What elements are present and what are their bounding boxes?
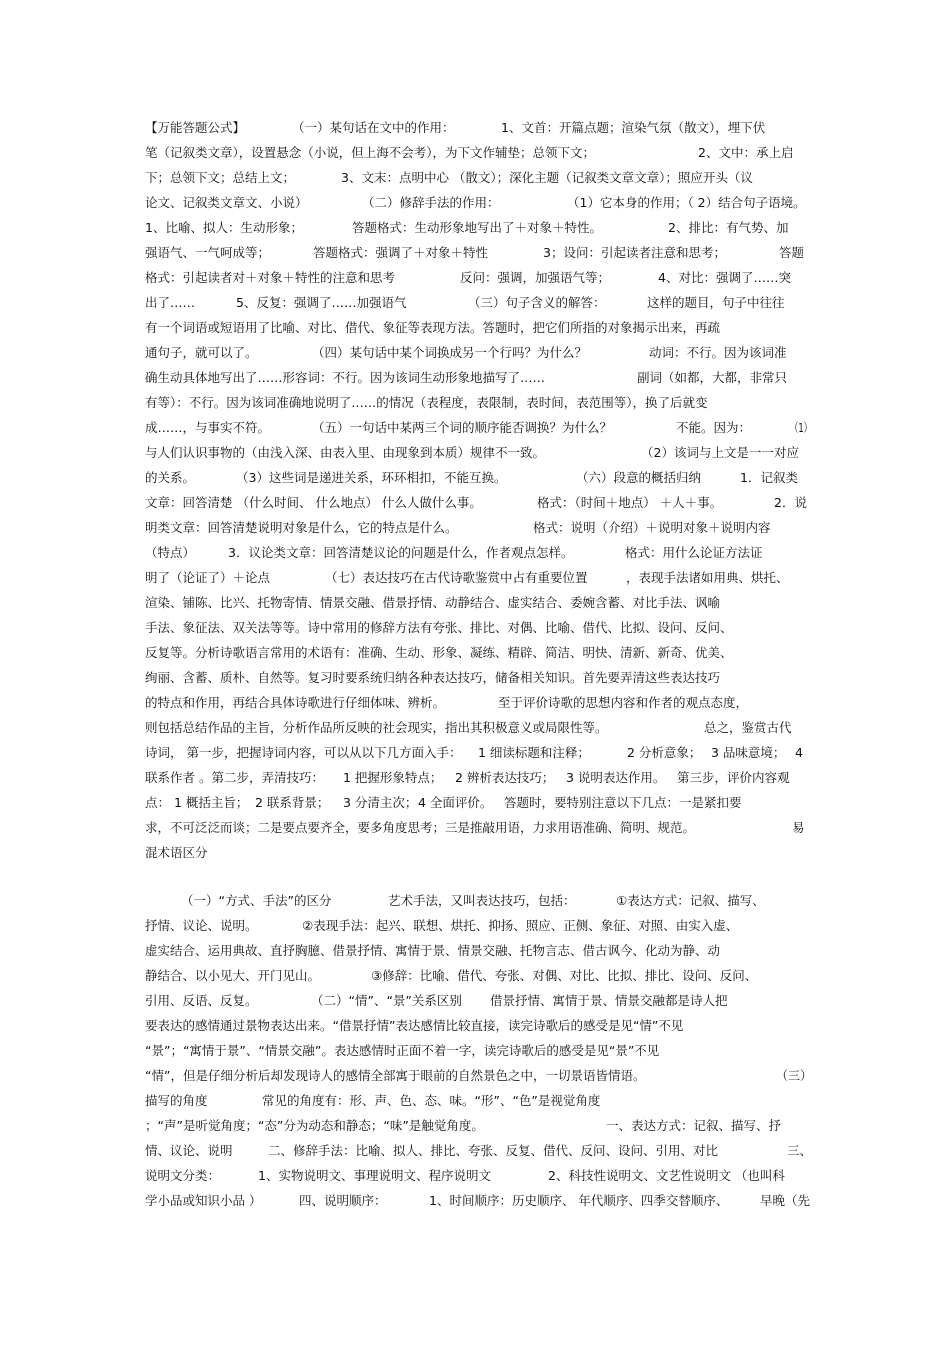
text-line: [0, 1114, 950, 1138]
text-segment: 四、说明顺序：: [299, 1193, 387, 1208]
text-segment: （2）该词与上文是一一对应: [641, 445, 799, 460]
text-segment: 1 细读标题和注释；: [478, 745, 590, 760]
text-segment: ③修辞：比喻、借代、夸张、对偶、对比、比拟、排比、设问、反问、: [371, 968, 758, 983]
text-segment: 要表达的感情通过景物表达出来。“借景抒情”表达感情比较直接，读完诗歌后的感受是见“情”不见: [145, 1018, 684, 1033]
text-line: [0, 1014, 950, 1038]
text-line: [0, 591, 950, 615]
text-segment: 3；设问：引起读者注意和思考；: [543, 245, 726, 260]
text-segment: 诗词， 第一步，把握诗词内容，可以从以下几方面入手：: [145, 745, 462, 760]
text-line: [0, 666, 950, 690]
text-segment: （二）修辞手法的作用：: [362, 195, 500, 210]
text-line: [0, 541, 950, 565]
text-segment: （六）段意的概括归纳: [576, 470, 702, 485]
text-segment: 格式：（时间＋地点） ＋人＋事。: [537, 495, 723, 510]
text-segment: 手法、象征法、双关法等等。诗中常用的修辞方法有夸张、排比、对偶、比喻、借代、比拟、设问、反问、: [145, 620, 733, 635]
text-line: [0, 841, 950, 865]
text-line: [0, 216, 950, 240]
text-segment: （二）“情”、“景”关系区别: [311, 993, 462, 1008]
text-segment: 明类文章：回答清楚说明对象是什么，它的特点是什么。: [145, 520, 458, 535]
text-line: [0, 939, 950, 963]
text-line: [0, 191, 950, 215]
text-line: [0, 641, 950, 665]
text-segment: 答题格式：强调了＋对象＋特性: [313, 245, 489, 260]
text-line: [0, 141, 950, 165]
text-segment: 文章：回答清楚 （什么时间、 什么地点） 什么人做什么事。: [145, 495, 482, 510]
text-line: [0, 741, 950, 765]
text-segment: 出了……: [145, 295, 196, 310]
text-segment: 1、实物说明文、事理说明文、程序说明文: [258, 1168, 491, 1183]
text-segment: 早晚（先: [760, 1193, 811, 1208]
text-segment: 成……，与事实不符。: [145, 420, 271, 435]
text-segment: 1．记叙类: [740, 470, 798, 485]
text-segment: 答题时，要特别注意以下几点：一是紧扣要: [504, 795, 742, 810]
text-segment: （一）某句话在文中的作用：: [292, 120, 455, 135]
text-segment: 1、文首：开篇点题；渲染气氛（散文），埋下伏: [501, 120, 766, 135]
text-segment: 不能。因为：: [676, 420, 752, 435]
text-segment: 4 全面评价。: [418, 795, 493, 810]
text-segment: 求，不可泛泛而谈；二是要点要齐全，要多角度思考；三是推敲用语，力求用语准确、简明、规范。: [145, 820, 696, 835]
text-line: [0, 1039, 950, 1063]
text-segment: 明了（论证了）＋论点: [145, 570, 271, 585]
text-segment: 2 联系背景；: [255, 795, 330, 810]
text-segment: 3 品味意境；: [711, 745, 786, 760]
text-segment: 借景抒情、寓情于景、情景交融都是诗人把: [490, 993, 728, 1008]
text-segment: 的关系。: [145, 470, 196, 485]
text-segment: 格式：引起读者对＋对象＋特性的注意和思考: [145, 270, 396, 285]
text-segment: 二、修辞手法：比喻、拟人、排比、夸张、反复、借代、反问、设问、引用、对比: [268, 1143, 719, 1158]
text-segment: 有一个词语或短语用了比喻、对比、借代、象征等表现方法。答题时，把它们所指的对象揭示出来，再疏: [145, 320, 721, 335]
text-segment: 抒情、议论、说明。: [145, 918, 258, 933]
text-segment: 副词（如都，大都，非常只: [637, 370, 788, 385]
text-line: [0, 466, 950, 490]
text-segment: 常见的角度有：形、声、色、态、味。“形”、“色”是视觉角度: [262, 1093, 601, 1108]
text-segment: ②表现手法：起兴、联想、烘托、抑扬、照应、正侧、象征、对照、由实入虚、: [302, 918, 739, 933]
text-line: [0, 816, 950, 840]
text-segment: （1）它本身的作用；（ 2）结合句子语境。: [567, 195, 806, 210]
text-line: [0, 716, 950, 740]
text-segment: （三）: [776, 1068, 812, 1083]
text-segment: 3 说明表达作用。: [566, 770, 666, 785]
text-segment: 有等）：不行。因为该词准确地说明了……的情况（表程度，表限制，表时间，表范围等），换了后就变: [145, 395, 708, 410]
text-line: [0, 889, 950, 913]
text-segment: 2 辨析表达技巧；: [455, 770, 555, 785]
text-line: [0, 241, 950, 265]
text-segment: 艺术手法，又叫表达技巧，包括：: [388, 893, 576, 908]
text-segment: 引用、反语、反复。: [145, 993, 258, 1008]
text-segment: 通句子，就可以了。: [145, 345, 258, 360]
text-segment: 情、议论、说明: [145, 1143, 233, 1158]
text-line: [0, 1089, 950, 1113]
text-segment: 3 分清主次；: [343, 795, 418, 810]
text-segment: 第三步，评价内容观: [677, 770, 790, 785]
text-segment: 虚实结合、运用典故、直抒胸臆、借景抒情、寓情于景、情景交融、托物言志、借古讽今、化动为静、动: [145, 943, 721, 958]
text-segment: 1、比喻、拟人：生动形象；: [145, 220, 303, 235]
text-segment: （四）某句话中某个词换成另一个行吗？为什么？: [312, 345, 588, 360]
text-segment: ①表达方式：记叙、描写、: [616, 893, 765, 908]
text-segment: 的特点和作用，再结合具体诗歌进行仔细体味、辨析。: [145, 695, 446, 710]
text-segment: 下；总领下文；总结上文；: [145, 170, 296, 185]
text-line: [0, 964, 950, 988]
text-segment: 1、时间顺序：历史顺序、 年代顺序、四季交替顺序、: [429, 1193, 729, 1208]
text-segment: 3、文末：点明中心 （散文）；深化主题（记叙类文章文章）；照应开头（议: [341, 170, 753, 185]
text-segment: 5、反复：强调了……加强语气: [236, 295, 407, 310]
text-segment: 联系作者 。第二步，弄清技巧：: [145, 770, 324, 785]
text-segment: 2、文中：承上启: [698, 145, 794, 160]
text-segment: （三）句子含义的解答：: [468, 295, 606, 310]
text-segment: 静结合、以小见大、开门见山。: [145, 968, 321, 983]
text-segment: 学小品或知识小品 ）: [145, 1193, 262, 1208]
text-segment: 绚丽、含蓄、质朴、自然等。复习时要系统归纳各种表达技巧，储备相关知识。首先要弄清这些表达技巧: [145, 670, 721, 685]
text-line: [0, 616, 950, 640]
text-segment: 与人们认识事物的（由浅入深、由表入里、由现象到本质）规律不一致。: [145, 445, 546, 460]
text-line: [0, 914, 950, 938]
text-segment: 动词：不行。因为该词准: [649, 345, 787, 360]
text-line: [0, 441, 950, 465]
text-segment: （1）: [790, 420, 812, 435]
text-segment: 3．议论类文章：回答清楚议论的问题是什么，作者观点怎样。: [228, 545, 574, 560]
text-segment: 确生动具体地写出了……形容词：不行。因为该词生动形象地描写了……: [145, 370, 546, 385]
text-line: [0, 116, 950, 140]
text-line: [0, 566, 950, 590]
text-segment: （一）“方式、手法”的区分: [181, 893, 332, 908]
text-segment: 2 分析意象；: [627, 745, 702, 760]
text-segment: 4、对比：强调了……突: [658, 270, 791, 285]
text-segment: 答题格式：生动形象地写出了＋对象＋特性。: [352, 220, 603, 235]
text-line: [0, 266, 950, 290]
text-line: [0, 1064, 950, 1088]
text-segment: （七）表达技巧在古代诗歌鉴赏中占有重要位置: [325, 570, 588, 585]
text-segment: “景”；“寓情于景”、“情景交融”。表达感情时正面不着一字，读完诗歌后的感受是见“景”不见: [145, 1043, 660, 1058]
text-segment: 2、排比：有气势、加: [668, 220, 789, 235]
text-segment: 强语气、一气呵成等；: [145, 245, 271, 260]
text-line: [0, 989, 950, 1013]
text-segment: 答题: [779, 245, 805, 260]
text-segment: 2．说: [774, 495, 807, 510]
text-line: [0, 691, 950, 715]
text-segment: 反问：强调，加强语气等；: [460, 270, 611, 285]
text-segment: 点： 1 概括主旨；: [145, 795, 249, 810]
text-line: [0, 316, 950, 340]
text-line: [0, 366, 950, 390]
text-line: [0, 166, 950, 190]
text-line: [0, 491, 950, 515]
text-segment: 论文、记叙类文章文、小说）: [145, 195, 308, 210]
text-segment: 2、科技性说明文、文艺性说明文 （也叫科: [548, 1168, 785, 1183]
text-line: [0, 1139, 950, 1163]
text-segment: 格式：用什么论证方法证: [625, 545, 763, 560]
text-line: [0, 766, 950, 790]
text-segment: 混术语区分: [145, 845, 208, 860]
text-line: [0, 391, 950, 415]
text-segment: （3）这些词是递进关系，环环相扣，不能互换。: [236, 470, 507, 485]
text-segment: 4: [795, 745, 803, 760]
text-segment: ；“声”是听觉角度；“态”分为动态和静态；“味”是触觉角度。: [145, 1118, 484, 1133]
text-segment: 易: [792, 820, 805, 835]
text-segment: 这样的题目，句子中往往: [647, 295, 785, 310]
text-line: [0, 1189, 950, 1213]
text-segment: （特点）: [145, 545, 196, 560]
text-segment: 1 把握形象特点；: [343, 770, 443, 785]
text-segment: 总之，鉴赏古代: [704, 720, 792, 735]
text-segment: ，表现手法诸如用典、烘托、: [626, 570, 789, 585]
text-line: [0, 1164, 950, 1188]
text-segment: 渲染、铺陈、比兴、托物寄情、情景交融、借景抒情、动静结合、虚实结合、委婉含蓄、对比手法、讽喻: [145, 595, 721, 610]
text-line: [0, 416, 950, 440]
text-segment: 【万能答题公式】: [145, 120, 246, 135]
text-segment: 则包括总结作品的主旨，分析作品所反映的社会现实，指出其积极意义或局限性等。: [145, 720, 608, 735]
text-segment: 三、: [787, 1143, 812, 1158]
text-line: [0, 516, 950, 540]
text-line: [0, 291, 950, 315]
text-segment: 说明文分类：: [145, 1168, 221, 1183]
text-segment: 反复等。分析诗歌语言常用的术语有：准确、生动、形象、凝练、精辟、简洁、明快、清新、新奇、优美、: [145, 645, 733, 660]
text-segment: （五）一句话中某两三个词的顺序能否调换？为什么？: [312, 420, 613, 435]
text-segment: “情”，但是仔细分析后却发现诗人的感情全部寓于眼前的自然景色之中，一切景语皆情语。: [145, 1068, 646, 1083]
text-segment: 描写的角度: [145, 1093, 208, 1108]
text-segment: 笔（记叙类文章），设置悬念（小说，但上海不会考），为下文作辅垫；总领下文；: [145, 145, 596, 160]
text-segment: 至于评价诗歌的思想内容和作者的观点态度，: [498, 695, 749, 710]
text-line: [0, 791, 950, 815]
text-line: [0, 341, 950, 365]
text-segment: 一、表达方式：记叙、描写、抒: [606, 1118, 782, 1133]
text-segment: 格式：说明（介绍）＋说明对象＋说明内容: [533, 520, 771, 535]
